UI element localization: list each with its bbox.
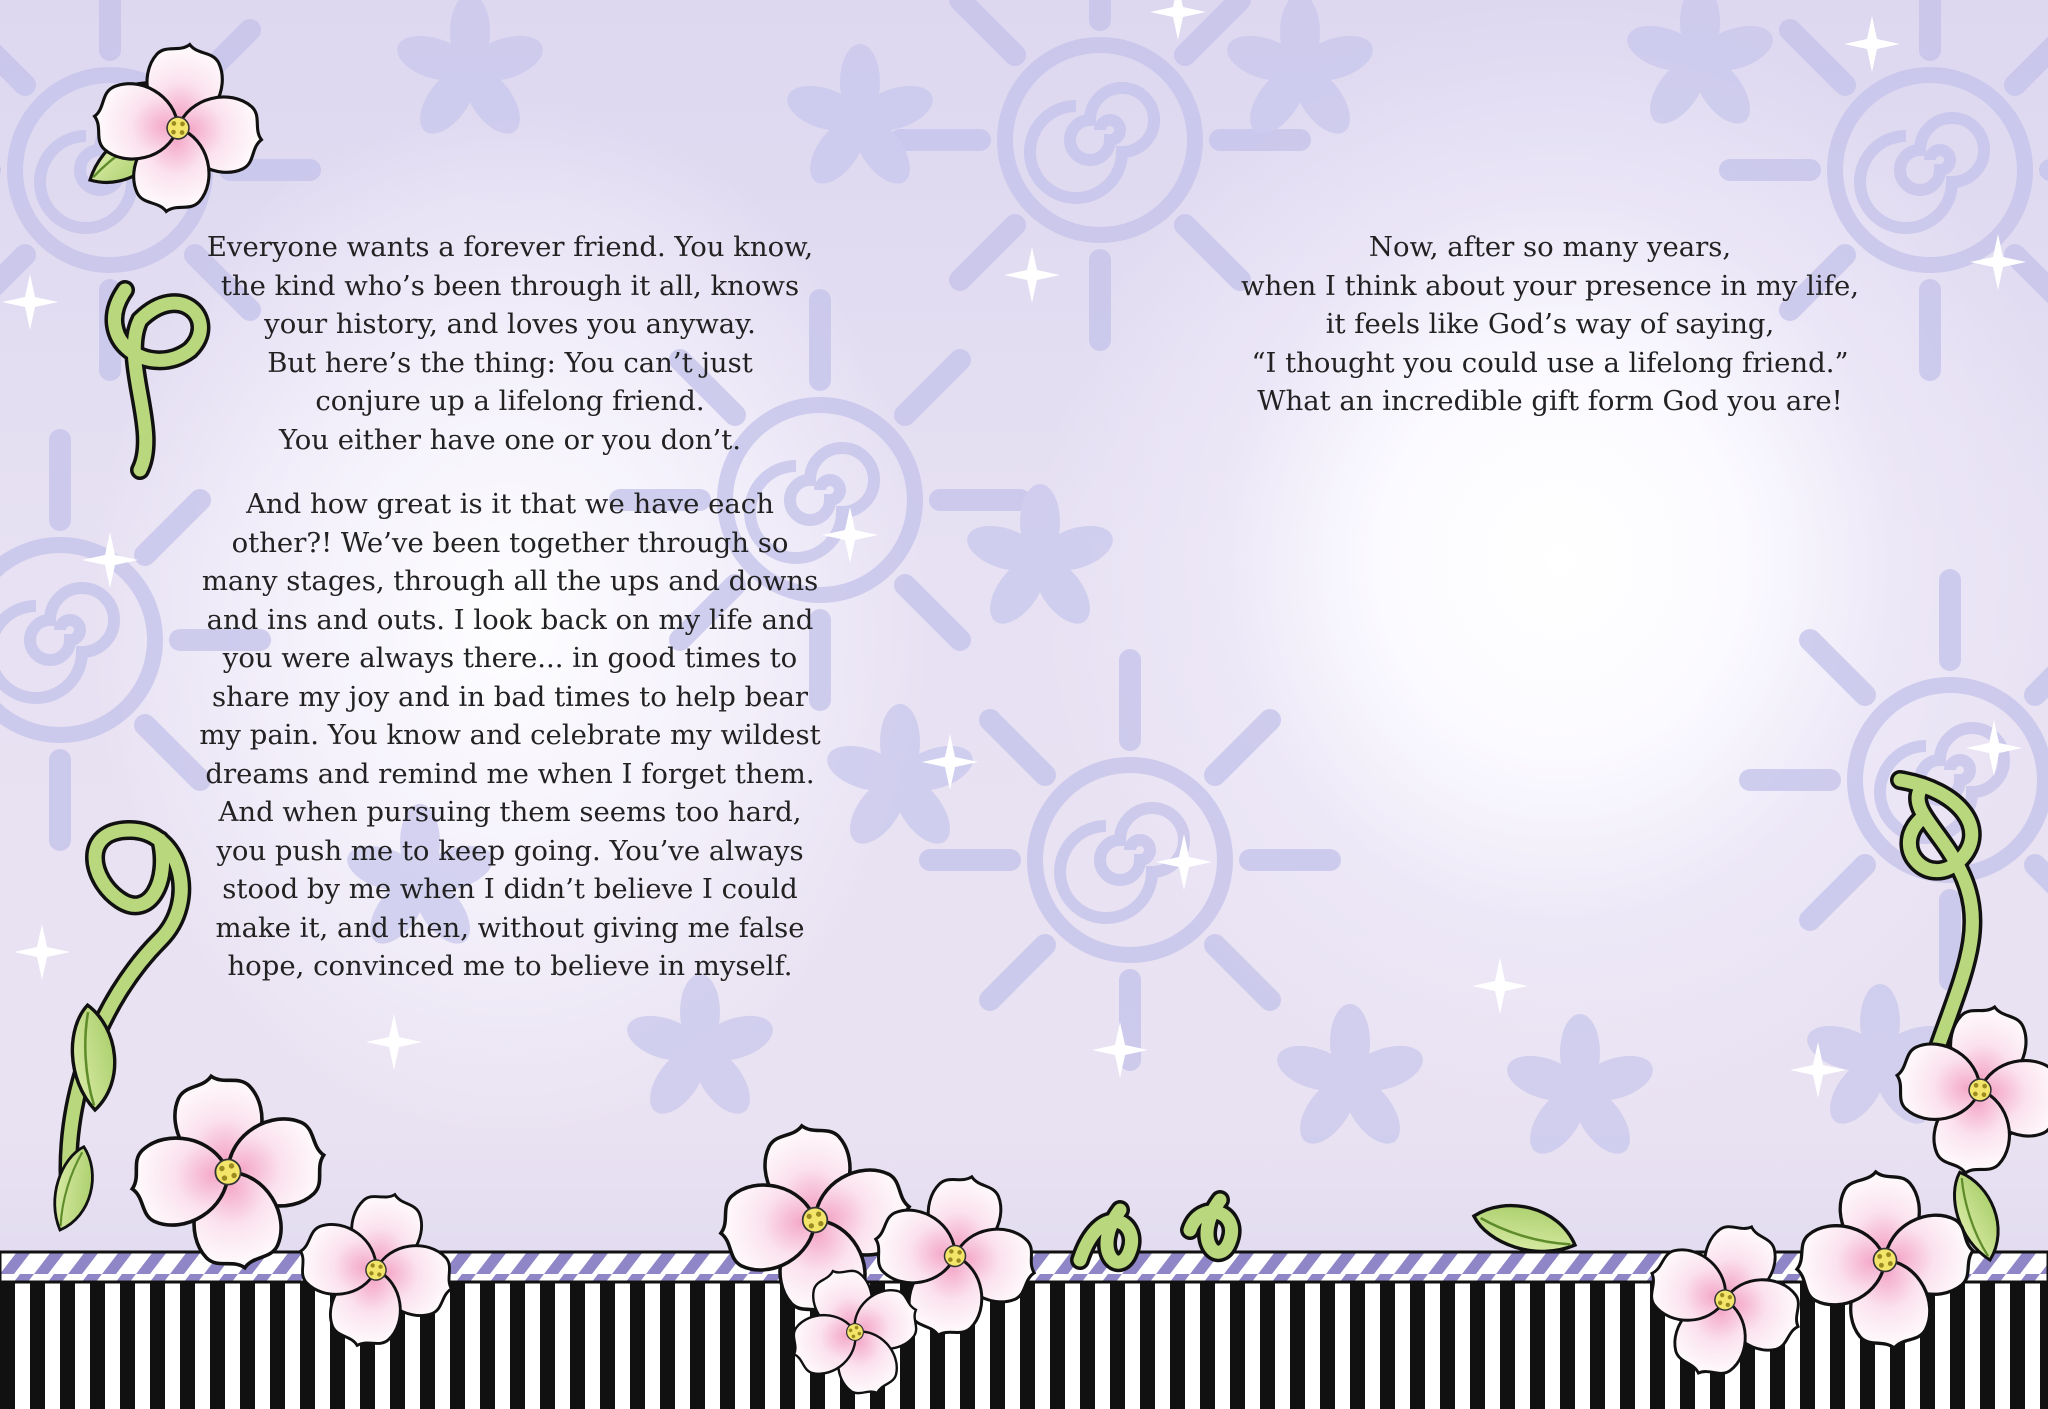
text-line: and ins and outs. I look back on my life and — [206, 603, 814, 636]
text-line: You either have one or you don’t. — [278, 423, 742, 456]
text-line: hope, convinced me to believe in myself. — [227, 950, 793, 982]
text-line: dreams and remind me when I forget them. — [205, 757, 815, 790]
text-line: make it, and then, without giving me false — [215, 911, 805, 944]
left-paragraph-2 — [170, 485, 850, 986]
text-line: share my joy and in bad times to help bear — [211, 680, 809, 713]
text-line: But here’s the thing: You can’t just — [267, 346, 753, 379]
text-line: Now, after so many years, — [1368, 231, 1732, 263]
left-page-message — [170, 228, 850, 986]
text-line: “I thought you could use a lifelong friend.” — [1251, 346, 1849, 379]
text-line: other?! We’ve been together through so — [231, 526, 789, 559]
text-line: many stages, through all the ups and downs — [201, 565, 819, 597]
text-line: And when pursuing them seems too hard, — [218, 796, 802, 828]
text-line: And how great is it that we have each — [246, 488, 774, 520]
text-line: What an incredible gift form God you are! — [1257, 385, 1843, 417]
text-line: stood by me when I didn’t believe I could — [222, 873, 798, 905]
text-line: my pain. You know and celebrate my wildest — [199, 719, 821, 751]
right-paragraph-1 — [1170, 228, 1930, 421]
text-line: when I think about your presence in my life, — [1241, 269, 1859, 302]
text-line: you were always there... in good times to — [222, 642, 798, 674]
text-line: your history, and loves you anyway. — [264, 308, 756, 340]
text-line: the kind who’s been through it all, knows — [220, 269, 800, 302]
right-page-message — [1170, 228, 1930, 421]
text-line: conjure up a lifelong friend. — [315, 385, 705, 417]
text-line: Everyone wants a forever friend. You know, — [206, 231, 814, 263]
text-line: it feels like God’s way of saying, — [1325, 308, 1775, 340]
left-paragraph-1 — [170, 228, 850, 459]
text-line: you push me to keep going. You’ve always — [216, 834, 804, 867]
